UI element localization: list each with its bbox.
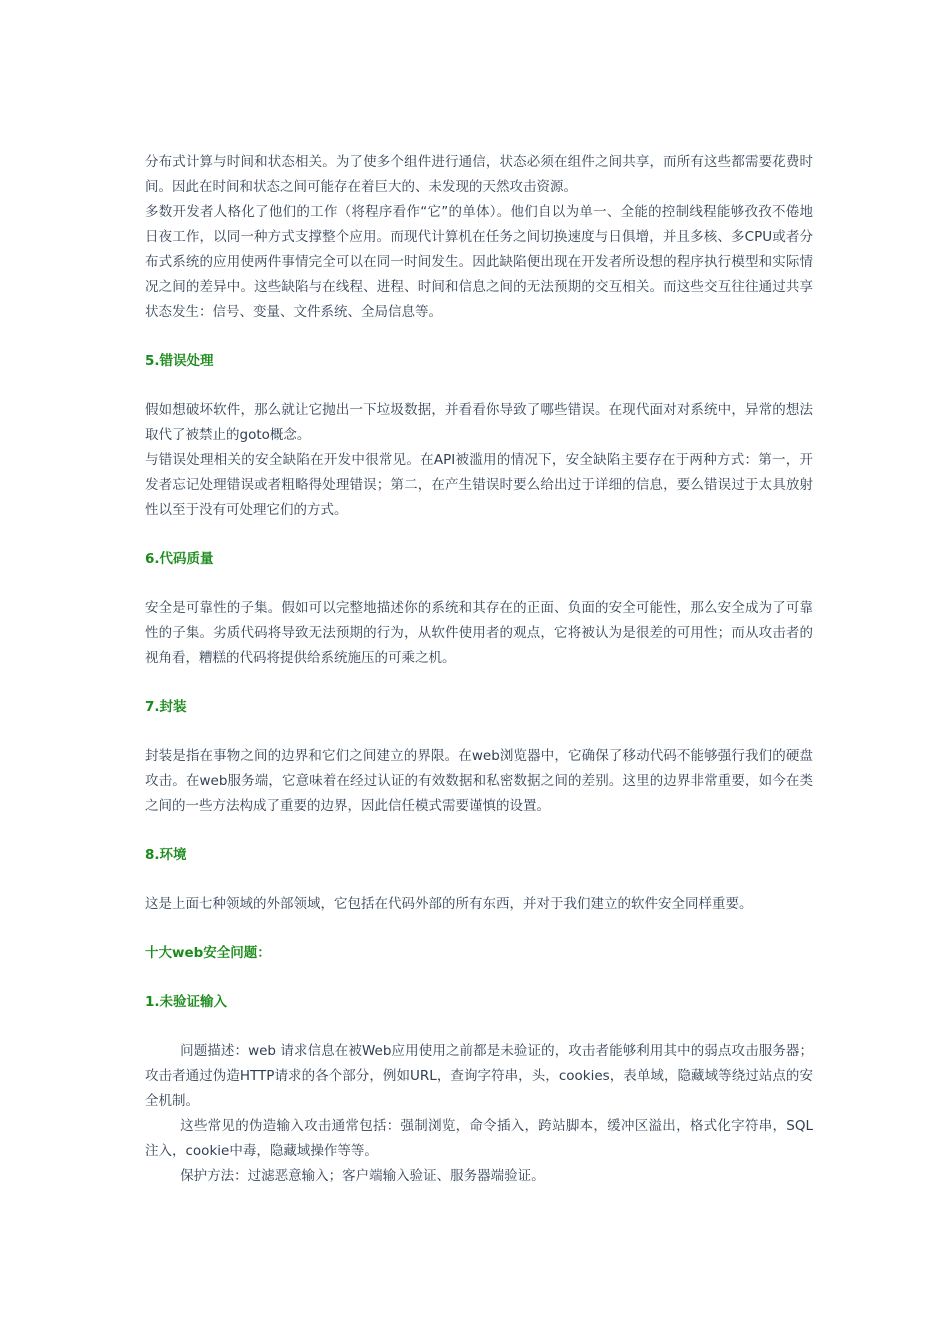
section-6-heading: 6.代码质量 [145,551,214,567]
spacer [145,374,813,398]
section-7-heading: 7.封装 [145,699,187,715]
section-8-paragraph-1: 这是上面七种领域的外部领域，它包括在代码外部的所有东西，并对于我们建立的软件安全同样重要。 [145,896,753,912]
section-7-paragraph-1: 封装是指在事物之间的边界和它们之间建立的界限。在web浏览器中，它确保了移动代码不能够强行我们的硬盘攻击。在web服务端，它意味着在经过认证的有效数据和私密数据之间的差别。这里的边界非常重要，如今在类之间的一些方法构成了重要的边界，因此信任模式需要谨慎的设置。 [145,748,813,814]
section-6-paragraph-1: 安全是可靠性的子集。假如可以完整地描述你的系统和其存在的正面、负面的安全可能性，那么安全成为了可靠性的子集。劣质代码将导致无法预期的行为，从软件使用者的观点，它将被认为是很差的可用性；而从攻击者的视角看，糟糕的代码将提供给系统施压的可乘之机。 [145,600,813,666]
section-5-paragraph-2: 与错误处理相关的安全缺陷在开发中很常见。在API被滥用的情况下，安全缺陷主要存在于两种方式：第一，开发者忘记处理错误或者粗略得处理错误；第二，在产生错误时要么给出过于详细的信息，要么错误过于太具放射性以至于没有可处理它们的方式。 [145,452,813,518]
spacer [145,819,813,843]
spacer [145,1015,813,1039]
spacer [145,917,813,941]
spacer [145,966,813,990]
intro-paragraph-1: 分布式计算与时间和状态相关。为了使多个组件进行通信，状态必须在组件之间共享，而所有这些都需要花费时间。因此在时间和状态之间可能存在着巨大的、未发现的天然攻击资源。 [145,154,813,195]
item-1-paragraph-3: 保护方法：过滤恶意输入；客户端输入验证、服务器端验证。 [180,1168,545,1184]
spacer [145,671,813,695]
spacer [145,523,813,547]
spacer [145,572,813,596]
spacer [145,325,813,349]
intro-paragraph-2: 多数开发者人格化了他们的工作（将程序看作“它”的单体）。他们自以为单一、全能的控制线程能够孜孜不倦地日夜工作，以同一种方式支撑整个应用。而现代计算机在任务之间切换速度与日俱增，并且多核、多CPU或者分布式系统的应用使两件事情完全可以在同一时间发生。因此缺陷便出现在开发者所设想的程序执行模型和实际情况之间的差异中。这些缺陷与在线程、进程、时间和信息之间的无法预期的交互相关。而这些交互往往通过共享状态发生：信号、变量、文件系统、全局信息等。 [145,204,813,320]
top10-heading: 十大web安全问题： [145,945,271,961]
section-5-heading: 5.错误处理 [145,353,214,369]
spacer [145,720,813,744]
item-1-paragraph-2: 这些常见的伪造输入攻击通常包括：强制浏览，命令插入，跨站脚本，缓冲区溢出，格式化字符串，SQL注入，cookie中毒，隐藏域操作等等。 [145,1118,813,1159]
item-1-paragraph-1: 问题描述：web 请求信息在被Web应用使用之前都是未验证的，攻击者能够利用其中的弱点攻击服务器；攻击者通过伪造HTTP请求的各个部分，例如URL，查询字符串，头，cookies，表单域，隐藏域等绕过站点的安全机制。 [145,1043,813,1109]
spacer [145,868,813,892]
document-page [145,150,813,1189]
item-1-heading: 1.未验证输入 [145,994,228,1010]
section-5-paragraph-1: 假如想破坏软件，那么就让它抛出一下垃圾数据，并看看你导致了哪些错误。在现代面对对系统中，异常的想法取代了被禁止的goto概念。 [145,402,813,443]
section-8-heading: 8.环境 [145,847,187,863]
